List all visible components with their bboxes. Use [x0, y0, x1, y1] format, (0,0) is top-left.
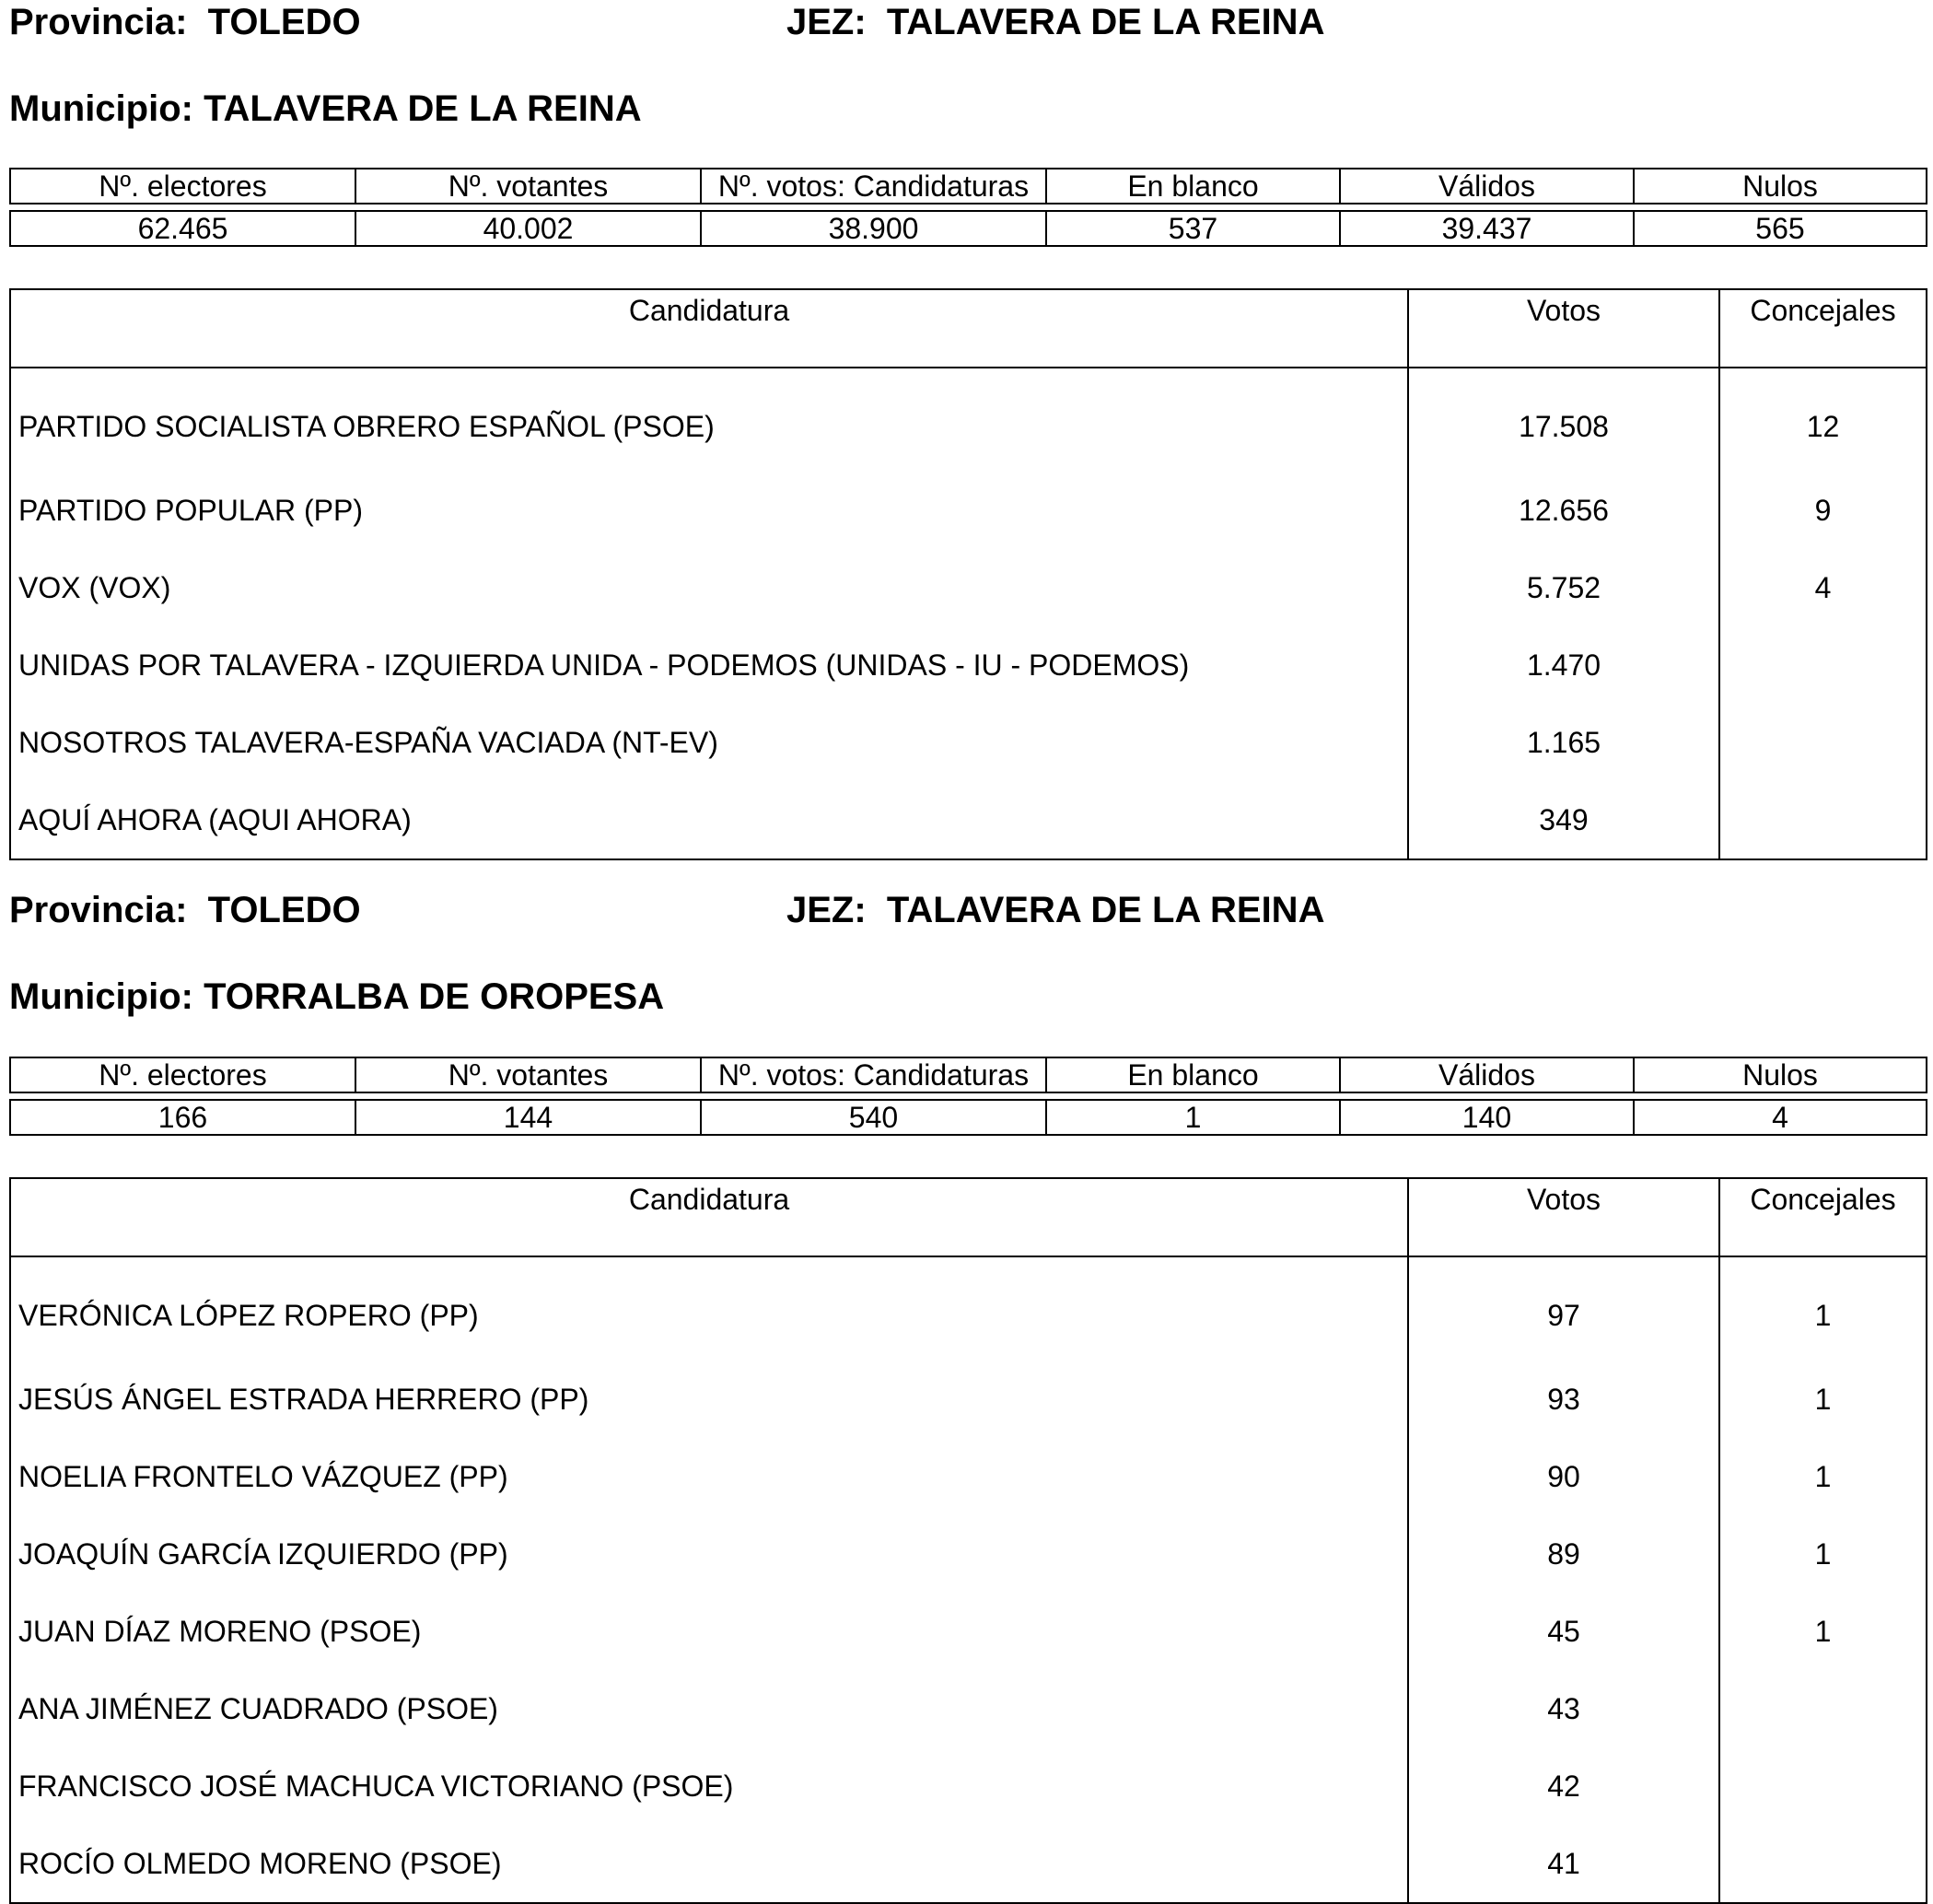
concejales-value: 1: [1719, 1361, 1927, 1438]
concejales-value: [1719, 781, 1927, 859]
summary-header-nulos: Nulos: [1634, 169, 1927, 204]
summary-header-votos-candidaturas: Nº. votos: Candidaturas: [701, 169, 1046, 204]
table-row: [10, 1670, 1927, 1747]
candidatura-name: JUAN DÍAZ MORENO (PSOE): [10, 1593, 1408, 1670]
candidatura-name: AQUÍ AHORA (AQUI AHORA): [10, 781, 1408, 859]
summary-value-nulos: 565: [1634, 211, 1927, 246]
concejales-value: 4: [1719, 549, 1927, 626]
table-row: [10, 1515, 1927, 1593]
votos-value: 12.656: [1408, 472, 1719, 549]
votos-value: 89: [1408, 1515, 1719, 1593]
candidatura-name: JOAQUÍN GARCÍA IZQUIERDO (PP): [10, 1515, 1408, 1593]
summary-header-electores: Nº. electores: [10, 169, 355, 204]
concejales-value: [1719, 1825, 1927, 1903]
candidatura-name: VERÓNICA LÓPEZ ROPERO (PP): [10, 1256, 1408, 1361]
summary-value-electores: 166: [10, 1100, 355, 1135]
table-row: [10, 472, 1927, 549]
candidatura-name: VOX (VOX): [10, 549, 1408, 626]
candidatura-name: PARTIDO SOCIALISTA OBRERO ESPAÑOL (PSOE): [10, 368, 1408, 472]
summary-header-validos: Válidos: [1340, 169, 1634, 204]
concejales-value: 1: [1719, 1438, 1927, 1515]
results-header-concejales: Concejales: [1719, 1178, 1927, 1256]
results-header-row: [10, 1178, 1927, 1256]
votos-value: 43: [1408, 1670, 1719, 1747]
concejales-value: [1719, 1670, 1927, 1747]
summary-value-validos: 39.437: [1340, 211, 1634, 246]
summary-header-votantes: Nº. votantes: [355, 169, 701, 204]
summary-table: [9, 1057, 1927, 1136]
votos-value: 90: [1408, 1438, 1719, 1515]
candidatura-name: JESÚS ÁNGEL ESTRADA HERRERO (PP): [10, 1361, 1408, 1438]
concejales-value: 1: [1719, 1515, 1927, 1593]
jez-heading: JEZ: TALAVERA DE LA REINA: [786, 2, 1325, 42]
candidatura-name: NOSOTROS TALAVERA-ESPAÑA VACIADA (NT-EV): [10, 704, 1408, 781]
summary-table: [9, 168, 1927, 247]
votos-value: 17.508: [1408, 368, 1719, 472]
concejales-value: [1719, 1747, 1927, 1825]
votos-value: 93: [1408, 1361, 1719, 1438]
results-table: [9, 1177, 1927, 1904]
summary-value-votos-candidaturas: 540: [701, 1100, 1046, 1135]
votos-value: 45: [1408, 1593, 1719, 1670]
table-row: [10, 626, 1927, 704]
table-row: [10, 1747, 1927, 1825]
summary-header-en-blanco: En blanco: [1046, 169, 1340, 204]
summary-value-votantes: 144: [355, 1100, 701, 1135]
summary-value-en-blanco: 1: [1046, 1100, 1340, 1135]
votos-value: 1.165: [1408, 704, 1719, 781]
results-header-concejales: Concejales: [1719, 289, 1927, 368]
table-row: [10, 549, 1927, 626]
concejales-value: 12: [1719, 368, 1927, 472]
votos-value: 1.470: [1408, 626, 1719, 704]
jez-heading: JEZ: TALAVERA DE LA REINA: [786, 890, 1325, 930]
summary-header-row: [10, 169, 1927, 204]
summary-value-validos: 140: [1340, 1100, 1634, 1135]
summary-value-row: [10, 1100, 1927, 1135]
municipio-heading: Municipio: TORRALBA DE OROPESA: [9, 976, 665, 1017]
results-header-candidatura: Candidatura: [10, 289, 1408, 368]
summary-header-votos-candidaturas: Nº. votos: Candidaturas: [701, 1057, 1046, 1092]
votos-value: 42: [1408, 1747, 1719, 1825]
table-row: [10, 704, 1927, 781]
summary-value-votos-candidaturas: 38.900: [701, 211, 1046, 246]
votos-value: 5.752: [1408, 549, 1719, 626]
votos-value: 97: [1408, 1256, 1719, 1361]
concejales-value: [1719, 704, 1927, 781]
summary-header-en-blanco: En blanco: [1046, 1057, 1340, 1092]
concejales-value: [1719, 626, 1927, 704]
candidatura-name: PARTIDO POPULAR (PP): [10, 472, 1408, 549]
municipio-heading: Municipio: TALAVERA DE LA REINA: [9, 88, 642, 129]
table-row: [10, 1256, 1927, 1361]
table-row: [10, 368, 1927, 472]
candidatura-name: FRANCISCO JOSÉ MACHUCA VICTORIANO (PSOE): [10, 1747, 1408, 1825]
table-row: [10, 1361, 1927, 1438]
summary-header-votantes: Nº. votantes: [355, 1057, 701, 1092]
votos-value: 41: [1408, 1825, 1719, 1903]
results-header-candidatura: Candidatura: [10, 1178, 1408, 1256]
provincia-heading: Provincia: TOLEDO: [9, 890, 361, 930]
table-row: [10, 781, 1927, 859]
candidatura-name: UNIDAS POR TALAVERA - IZQUIERDA UNIDA - PODEMOS (UNIDAS - IU - PODEMOS): [10, 626, 1408, 704]
concejales-value: 1: [1719, 1256, 1927, 1361]
provincia-heading: Provincia: TOLEDO: [9, 2, 361, 42]
summary-value-row: [10, 211, 1927, 246]
candidatura-name: NOELIA FRONTELO VÁZQUEZ (PP): [10, 1438, 1408, 1515]
summary-header-row: [10, 1057, 1927, 1092]
votos-value: 349: [1408, 781, 1719, 859]
summary-value-votantes: 40.002: [355, 211, 701, 246]
table-row: [10, 1438, 1927, 1515]
table-row: [10, 1825, 1927, 1903]
table-row: [10, 1593, 1927, 1670]
summary-header-electores: Nº. electores: [10, 1057, 355, 1092]
summary-value-nulos: 4: [1634, 1100, 1927, 1135]
concejales-value: 1: [1719, 1593, 1927, 1670]
candidatura-name: ROCÍO OLMEDO MORENO (PSOE): [10, 1825, 1408, 1903]
results-header-votos: Votos: [1408, 1178, 1719, 1256]
summary-header-nulos: Nulos: [1634, 1057, 1927, 1092]
concejales-value: 9: [1719, 472, 1927, 549]
summary-header-validos: Válidos: [1340, 1057, 1634, 1092]
results-header-row: [10, 289, 1927, 368]
summary-value-en-blanco: 537: [1046, 211, 1340, 246]
candidatura-name: ANA JIMÉNEZ CUADRADO (PSOE): [10, 1670, 1408, 1747]
results-table: [9, 288, 1927, 860]
summary-value-electores: 62.465: [10, 211, 355, 246]
results-header-votos: Votos: [1408, 289, 1719, 368]
